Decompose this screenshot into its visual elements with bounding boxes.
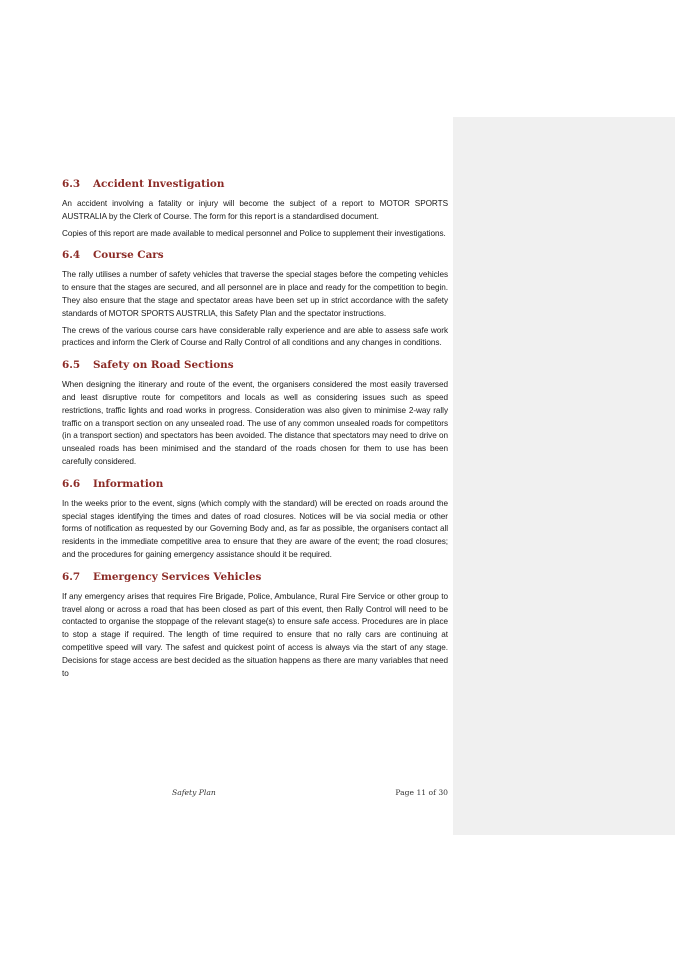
section-title: Course Cars [93, 249, 164, 262]
section-number: 6.6 [62, 477, 81, 490]
footer-page-number: Page 11 of 30 [395, 788, 448, 797]
section-heading-6-7 [62, 569, 448, 585]
section-heading-6-3 [62, 176, 448, 192]
paragraph: If any emergency arises that requires Fire Brigade, Police, Ambulance, Rural Fire Service or other group to travel along or across a road that has been closed as part of this event, then Rally Control will need to be contacted to organise the stoppage of the relevant stage(s) to ensure safe access. Procedures are in place to stop a stage if required. The length of time required to ensure that no rally cars are continuing at competitive speed will vary. The safest and quickest point of access is always via the start of any stage. Decisions for stage access are best decided as the situation happens as there are many variables that need to [62, 591, 448, 678]
section-title: Information [93, 477, 164, 490]
paragraph: An accident involving a fatality or injury will become the subject of a report to MOTOR SPORTS AUSTRALIA by the Clerk of Course. The form for this report is a standardised document. [62, 199, 448, 221]
section-heading-6-4 [62, 247, 448, 263]
section-title: Accident Investigation [93, 178, 225, 190]
section-heading-6-6 [62, 476, 448, 492]
comment-margin-pane [453, 117, 675, 835]
section-title: Emergency Services Vehicles [93, 570, 262, 583]
section-number: 6.3 [62, 178, 81, 190]
paragraph: In the weeks prior to the event, signs (which comply with the standard) will be erected on roads around the special stages identifying the times and dates of road closures. Notices will be via social media or other forms of notification as requested by our Governing Body and, as far as possible, the organisers contact all residents in the immediate competitive area to ensure that they are aware of the event; the road closures; and the procedures for gaining emergency assistance should it be required. [62, 498, 448, 559]
section-title: Safety on Road Sections [93, 359, 234, 372]
page-footer [172, 788, 448, 800]
section-heading-6-5 [62, 357, 448, 373]
document-body [62, 176, 448, 684]
section-number: 6.4 [62, 249, 81, 262]
section-number: 6.7 [62, 570, 81, 583]
paragraph: The crews of the various course cars have considerable rally experience and are able to assess safe work practices and inform the Clerk of Course and Rally Control of all conditions and any changes in conditions. [62, 325, 448, 348]
paragraph: Copies of this report are made available to medical personnel and Police to supplement their investigations. [62, 228, 446, 238]
paragraph: When designing the itinerary and route of the event, the organisers considered the most easily traversed and least disruptive route for competitors and locals as well as considering issues such as speed restrictions, traffic lights and road works in progress. Consideration was also given to minimise 2-way rally traffic on a transport section on any unsealed road. The use of any common unsealed roads for competitors (in a transport section) and spectators has been avoided. The distance that spectators may need to drive on unsealed roads has been minimised and the standard of the roads chosen for them to use has been carefully considered. [62, 380, 448, 466]
footer-document-title: Safety Plan [172, 788, 216, 797]
paragraph: The rally utilises a number of safety vehicles that traverse the special stages before the competing vehicles to ensure that the stages are secured, and all personnel are in place and ready for the competition to begin. They also ensure that the stage and spectator areas have been set up in strict accordance with the safety standards of MOTOR SPORTS AUSTRLIA, this Safety Plan and the spectator instructions. [62, 270, 448, 318]
section-number: 6.5 [62, 359, 81, 372]
